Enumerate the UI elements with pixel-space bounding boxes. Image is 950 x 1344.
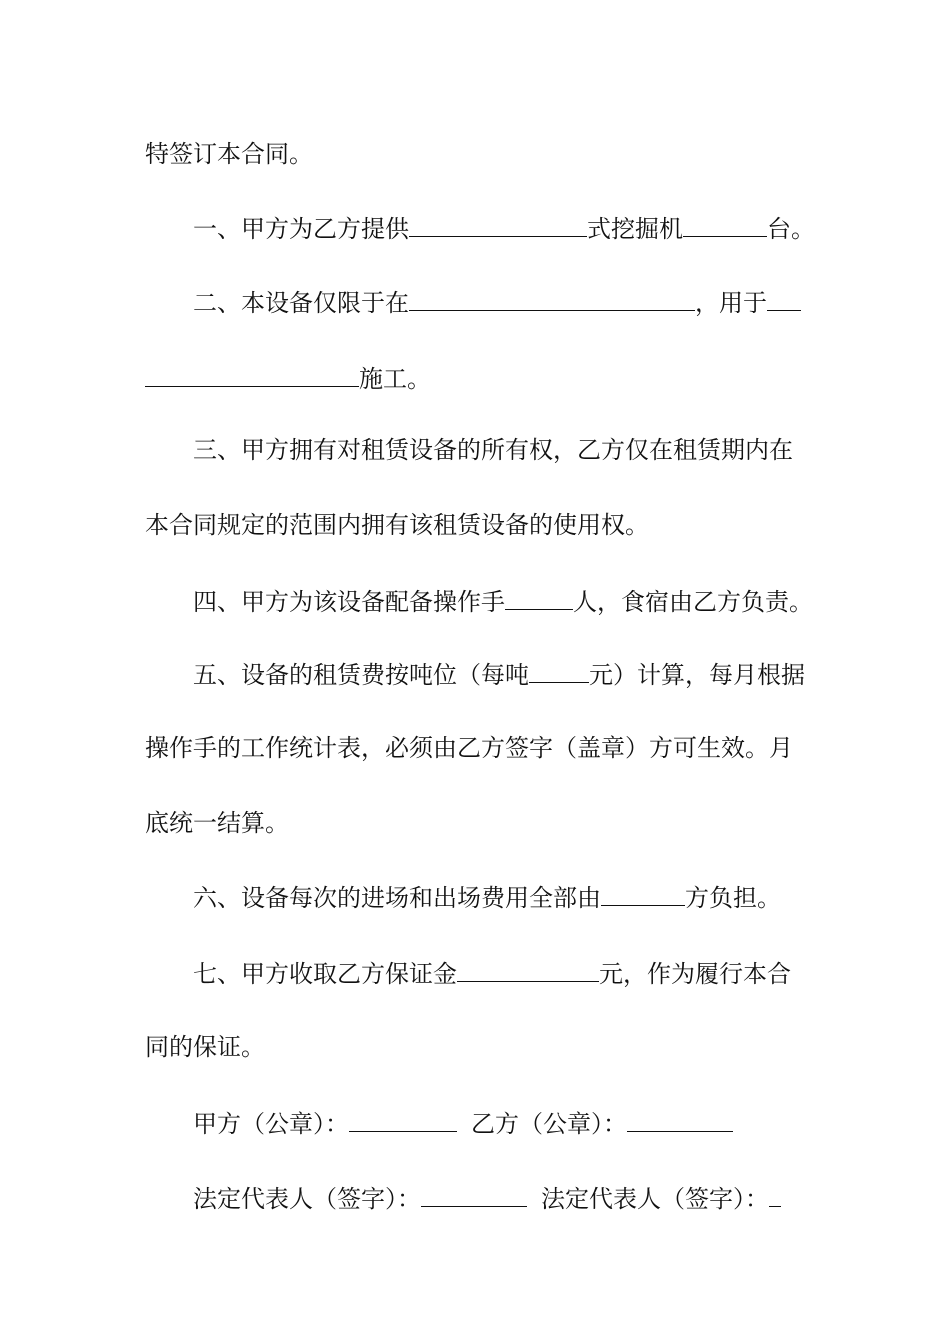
location-blank[interactable] (409, 284, 695, 311)
party-a-seal-label: 甲方（公章）： (193, 1110, 349, 1138)
clause-2 (145, 284, 810, 318)
clause-1-text-a: 一、甲方为乙方提供 (193, 215, 409, 243)
clause-5-line-2: 操作手的工作统计表，必须由乙方签字（盖章）方可生效。月 (145, 734, 793, 762)
clause-7-line-2: 同的保证。 (145, 1033, 265, 1061)
fee-party-blank[interactable] (601, 879, 685, 906)
clause-2-text-c: 施工。 (359, 365, 431, 393)
clause-5-text-b: 元）计算，每月根据 (589, 661, 805, 689)
clause-4-text-b: 人，食宿由乙方负责。 (573, 588, 813, 616)
usage-blank-end[interactable] (145, 360, 359, 387)
clause-5 (145, 656, 810, 690)
clause-5-line-3-row (145, 806, 810, 840)
clause-4-text-a: 四、甲方为该设备配备操作手 (193, 588, 505, 616)
rep-a-label: 法定代表人（签字）： (193, 1185, 421, 1213)
clause-4 (145, 583, 813, 617)
clause-6 (145, 879, 810, 913)
representative-row (145, 1180, 810, 1214)
clause-1 (145, 210, 815, 244)
intro-line (145, 137, 810, 171)
party-b-seal-blank[interactable] (627, 1105, 733, 1132)
clause-5-text-a: 五、设备的租赁费按吨位（每吨 (193, 661, 529, 689)
clause-3-line-2: 本合同规定的范围内拥有该租赁设备的使用权。 (145, 511, 649, 539)
clause-2-text-a: 二、本设备仅限于在 (193, 289, 409, 317)
price-per-ton-blank[interactable] (529, 656, 589, 683)
clause-1-text-b: 式挖掘机 (587, 215, 683, 243)
party-b-seal-label: 乙方（公章）： (471, 1110, 627, 1138)
party-a-seal-blank[interactable] (349, 1105, 457, 1132)
rep-b-label: 法定代表人（签字）： (541, 1185, 769, 1213)
clause-7 (145, 955, 810, 989)
clause-3-line-2-row (145, 508, 810, 542)
clause-5-line-3: 底统一结算。 (145, 809, 289, 837)
clause-3-line-1: 三、甲方拥有对租赁设备的所有权，乙方仅在租赁期内在 (193, 436, 793, 464)
rep-a-signature-blank[interactable] (421, 1180, 527, 1207)
excavator-count-blank[interactable] (683, 210, 767, 237)
intro-text: 特签订本合同。 (145, 140, 313, 168)
clause-6-text-b: 方负担。 (685, 884, 781, 912)
clause-1-text-c: 台。 (767, 215, 815, 243)
clause-7-text-b: 元，作为履行本合 (599, 960, 791, 988)
clause-2-text-b: ，用于 (695, 289, 767, 317)
deposit-amount-blank[interactable] (457, 955, 599, 982)
operator-count-blank[interactable] (505, 583, 573, 610)
clause-7-line-2-row (145, 1030, 810, 1064)
clause-5-line-2-row (145, 731, 810, 765)
clause-2-line-2 (145, 360, 810, 394)
clause-6-text-a: 六、设备每次的进场和出场费用全部由 (193, 884, 601, 912)
excavator-type-blank[interactable] (409, 210, 587, 237)
clause-7-text-a: 七、甲方收取乙方保证金 (193, 960, 457, 988)
rep-b-signature-blank[interactable] (769, 1180, 781, 1207)
usage-blank-start[interactable] (767, 284, 801, 311)
seal-row (145, 1105, 810, 1139)
clause-3 (145, 433, 810, 467)
